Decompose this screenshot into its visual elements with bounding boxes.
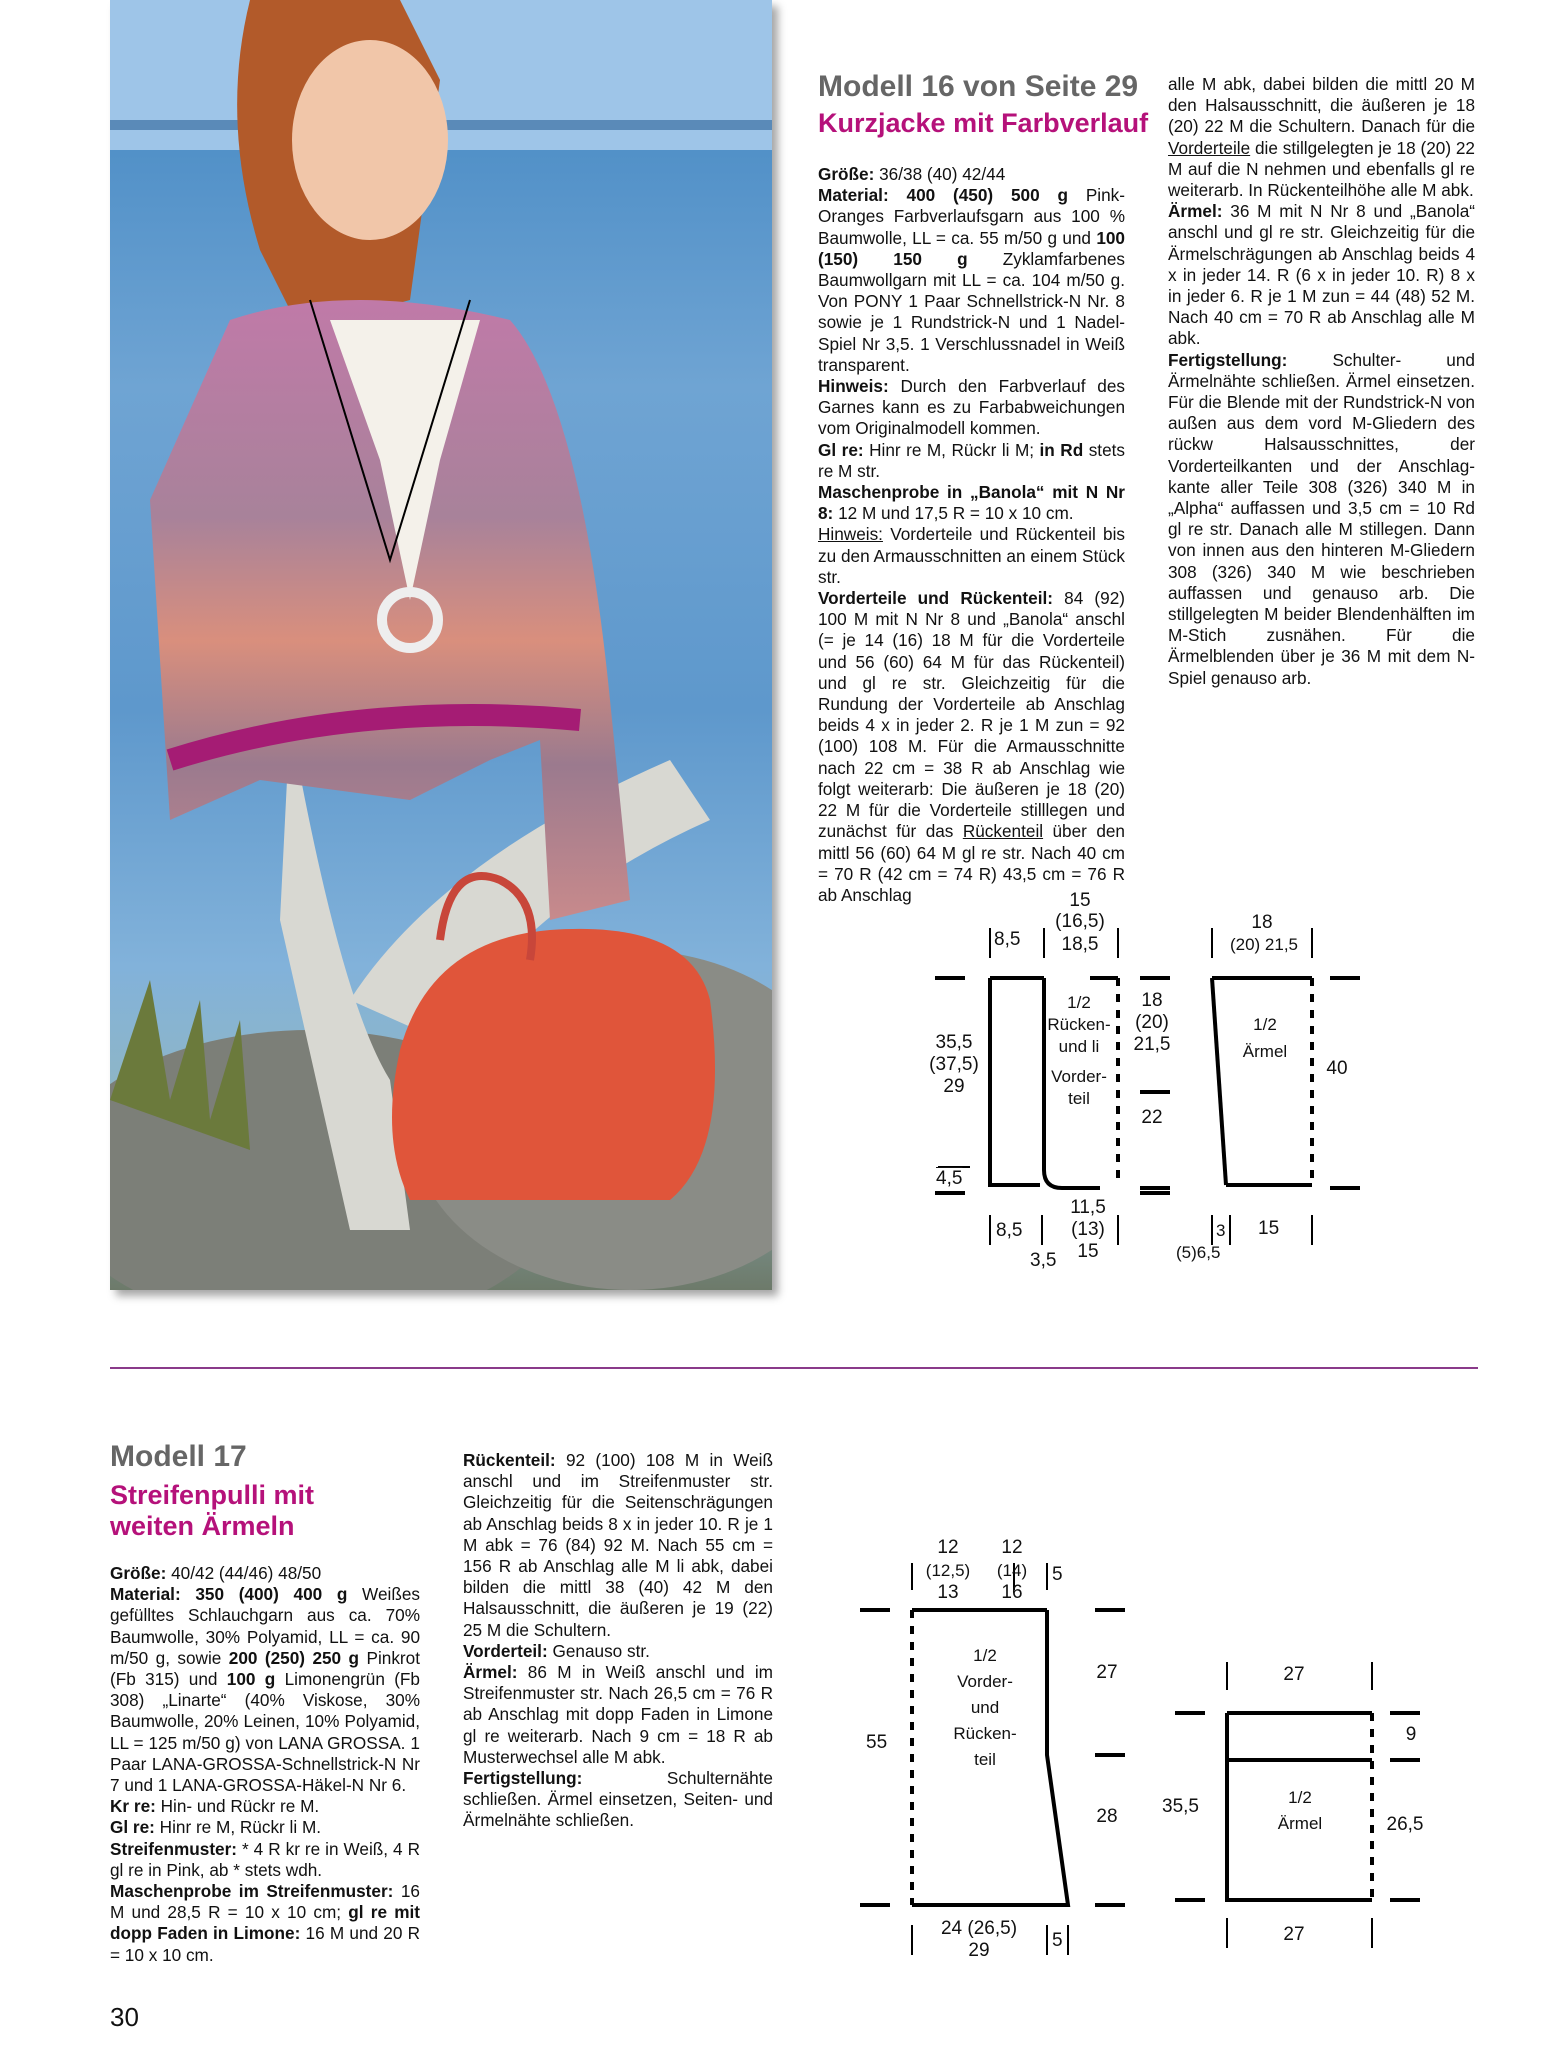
dim-label: 35,5 xyxy=(1162,1796,1199,1817)
dim-label: 29 xyxy=(968,1940,990,1961)
dim-label: (13) xyxy=(1071,1219,1105,1240)
piece-label: teil xyxy=(974,1750,996,1769)
dim-label: 40 xyxy=(1326,1058,1348,1079)
dim-label: 18 xyxy=(1251,912,1273,933)
dim-label: 3 xyxy=(1216,1221,1226,1240)
dim-label: 3,5 xyxy=(1030,1250,1057,1271)
dim-label: 11,5 xyxy=(1070,1197,1106,1218)
dim-label: 12 xyxy=(937,1537,959,1558)
text-paragraph: alle M abk, dabei bilden die mittl 20 M den Halsausschnitt, die äußeren je 18 (20) 22 M die Schultern. Danach für die Vorderteile die stillgelegten je 18 (20) 22 M auf die N nehmen und ebenfalls gl re weiterarb. In Rückenteilhöhe alle M abk. Ärmel: 36 M mit N Nr 8 und „Banola“ anschl und gl re str. Gleichzeitig für die Ärmelschrägungen ab Anschlag beids 4 x in jeder 14. R (6 x in jeder 10. R) 8 x in jeder 6. R je 1 M zun = 44 (48) 52 M. Nach 40 cm = 70 R ab Anschlag alle M abk. Fertigstellung: Schulter- und Ärmelnähte schließen. Ärmel einsetzen. Für die Blende mit der Rundstrick-N von außen aus dem vord M-Gliedern des rückw Halsausschnittes, der Vorderteilkanten und der Anschlag-kante aller Teile 308 (326) 340 M in „Alpha“ auffassen und 3,5 cm = 10 Rd gl re str. Danach alle M stillegen. Dann von innen aus den hinteren M-Gliedern 308 (326) 340 M wie beschrieben auffassen und genauso arb. Die stillgelegten M beider Blendenhälften im M-Stich zusnähen. Für die Ärmelblenden über je 36 M mit dem N-Spiel genauso arb. xyxy=(1168,74,1475,688)
dim-label: 27 xyxy=(1283,1664,1305,1685)
dim-label: 29 xyxy=(943,1076,965,1097)
dim-label: (20) 21,5 xyxy=(1229,935,1299,954)
page-number: 30 xyxy=(110,2002,139,2032)
piece-label: Rücken- xyxy=(953,1724,1017,1743)
piece-label: 1/2 xyxy=(1253,1015,1277,1034)
model16-title: Modell 16 von Seite 29 xyxy=(818,70,1139,103)
model17-subtitle: Streifenpulli mit xyxy=(110,1480,315,1510)
dim-label: 8,5 xyxy=(996,1220,1023,1241)
dim-label: 28 xyxy=(1096,1806,1118,1827)
dim-label: 15 xyxy=(1258,1218,1280,1239)
dim-label: 12 xyxy=(1001,1537,1023,1558)
piece-label: teil xyxy=(1068,1089,1090,1108)
dim-label: 16 xyxy=(1001,1582,1023,1603)
text-paragraph: Rückenteil: 92 (100) 108 M in Weiß anschl und im Streifenmuster str. Gleichzeitig für die Seitenschrägungen ab Anschlag beids 8 x in jeder 10. R je 1 M abk = 76 (84) 92 M. Nach 55 cm = 156 R ab Anschlag alle M li abk, dabei bilden die mittl 38 (40) 42 M den Halsausschnitt, die äußeren je 19 (22) 25 M die Schultern. Vorderteil: Genauso str. Ärmel: 86 M in Weiß anschl und im Streifenmuster str. Nach 26,5 cm = 76 R ab Anschlag mit dopp Faden in Limone gl re weiterarb. Nach 9 cm = 18 R ab Musterwechsel alle M abk. Fertigstellung: Schulternähte schließen. Ärmel einsetzen, Seiten- und Ärmelnähte schließen. xyxy=(463,1450,773,1831)
dim-label: 9 xyxy=(1405,1724,1417,1745)
piece-label: 1/2 xyxy=(1288,1788,1312,1807)
model17-subtitle: weiten Ärmeln xyxy=(110,1511,295,1541)
piece-label: Ärmel xyxy=(1242,1042,1288,1061)
text-paragraph: Größe: 36/38 (40) 42/44 Material: 400 (450) 500 g Pink-Oranges Farbverlaufsgarn aus 100 % Baumwolle, LL = ca. 55 m/50 g und 100 (150) 150 g Zyklamfarbenes Baumwollgarn mit LL = ca. 104 m/50 g. Von PONY 1 Paar Schnellstrick-N Nr. 8 sowie je 1 Rundstrick-N und 1 Nadel-Spiel Nr 3,5. 1 Verschlussnadel in Weiß transparent. Hinweis: Durch den Farbverlauf des Garnes kann es zu Farbabweichungen vom Originalmodell kommen. Gl re: Hinr re M, Rückr li M; in Rd stets re M str. Maschenprobe in „Banola“ mit N Nr 8: 12 M und 17,5 R = 10 x 10 cm. Hinweis: Vorderteile und Rückenteil bis zu den Armausschnitten an einem Stück str. Vorderteile und Rückenteil: 84 (92) 100 M mit N Nr 8 und „Banola“ anschl (= je 14 (16) 18 M für die Vorderteile und 56 (60) 64 M für das Rückenteil) und gl re str. Gleichzeitig für die Rundung der Vorderteile ab Anschlag beids 4 x in jeder 2. R je 1 M zun = 92 (100) 108 M. Für die Armausschnitte nach 22 cm = 38 R ab Anschlag wie folgt weiterarb: Die äußeren je 18 (20) 22 M für die Vorderteile stilllegen und zunächst für das Rückenteil über den mittl 56 (60) 64 M gl re str. Nach 40 cm = 70 R (42 cm = 74 R) 43,5 cm = 76 R ab Anschlag xyxy=(818,164,1126,905)
piece-label: Rücken- xyxy=(1047,1015,1111,1034)
dim-label: (12,5) xyxy=(925,1561,971,1580)
dim-label: 8,5 xyxy=(994,929,1021,950)
dim-label: 4,5 xyxy=(936,1168,963,1189)
piece-label: und li xyxy=(1058,1037,1100,1056)
piece-label: 1/2 xyxy=(1067,993,1091,1012)
dim-label: 22 xyxy=(1141,1107,1163,1128)
dim-label: 13 xyxy=(937,1582,959,1603)
dim-label: 21,5 xyxy=(1133,1034,1171,1055)
piece-label: Vorder- xyxy=(957,1672,1013,1691)
dim-label: 55 xyxy=(866,1732,888,1753)
dim-label: 5 xyxy=(1052,1564,1063,1585)
piece-label: 1/2 xyxy=(973,1646,997,1665)
dim-label: 27 xyxy=(1283,1924,1305,1945)
dim-label: 5 xyxy=(1052,1930,1063,1951)
dim-label: 15 xyxy=(1069,890,1091,911)
piece-label: Vorder- xyxy=(1051,1067,1107,1086)
dim-label: (5)6,5 xyxy=(1176,1243,1221,1262)
model16-subtitle: Kurzjacke mit Farbverlauf xyxy=(818,108,1149,138)
dim-label: 18 xyxy=(1141,990,1163,1011)
text-paragraph: Größe: 40/42 (44/46) 48/50 Material: 350 (400) 400 g Weißes gefülltes Schlauchgarn aus ca. 70% Baumwolle, 30% Polyamid, LL = ca. 90 m/50 g, sowie 200 (250) 250 g Pinkrot (Fb 315) und 100 g Limonengrün (Fb 308) „Linarte“ (40% Viskose, 30% Baumwolle, 20% Leinen, 10% Polyamid, LL = 125 m/50 g) von LANA GROSSA. 1 Paar LANA-GROSSA-Schnellstrick-N Nr 7 und 1 LANA-GROSSA-Häkel-N Nr 6. Kr re: Hin- und Rückr re M. Gl re: Hinr re M, Rückr li M. Streifenmuster: * 4 R kr re in Weiß, 4 R gl re in Pink, ab * stets wdh. Maschenprobe im Streifenmuster: 16 M und 28,5 R = 10 x 10 cm; gl re mit dopp Faden in Limone: 16 M und 20 R = 10 x 10 cm. xyxy=(110,1563,421,1965)
dim-label: (14) xyxy=(996,1561,1028,1580)
dim-label: 27 xyxy=(1096,1662,1118,1683)
model17-title: Modell 17 xyxy=(110,1440,247,1473)
dim-label: 18,5 xyxy=(1061,934,1099,955)
dim-label: 24 (26,5) xyxy=(940,1918,1018,1939)
dim-label: 35,5 xyxy=(935,1032,973,1053)
dim-label: (20) xyxy=(1135,1012,1169,1033)
piece-label: und xyxy=(970,1698,1000,1717)
dim-label: 15 xyxy=(1077,1241,1099,1262)
dim-label: 26,5 xyxy=(1386,1814,1424,1835)
dim-label: (37,5) xyxy=(929,1054,979,1075)
dim-label: (16,5) xyxy=(1055,911,1105,932)
piece-label: Ärmel xyxy=(1277,1814,1323,1833)
